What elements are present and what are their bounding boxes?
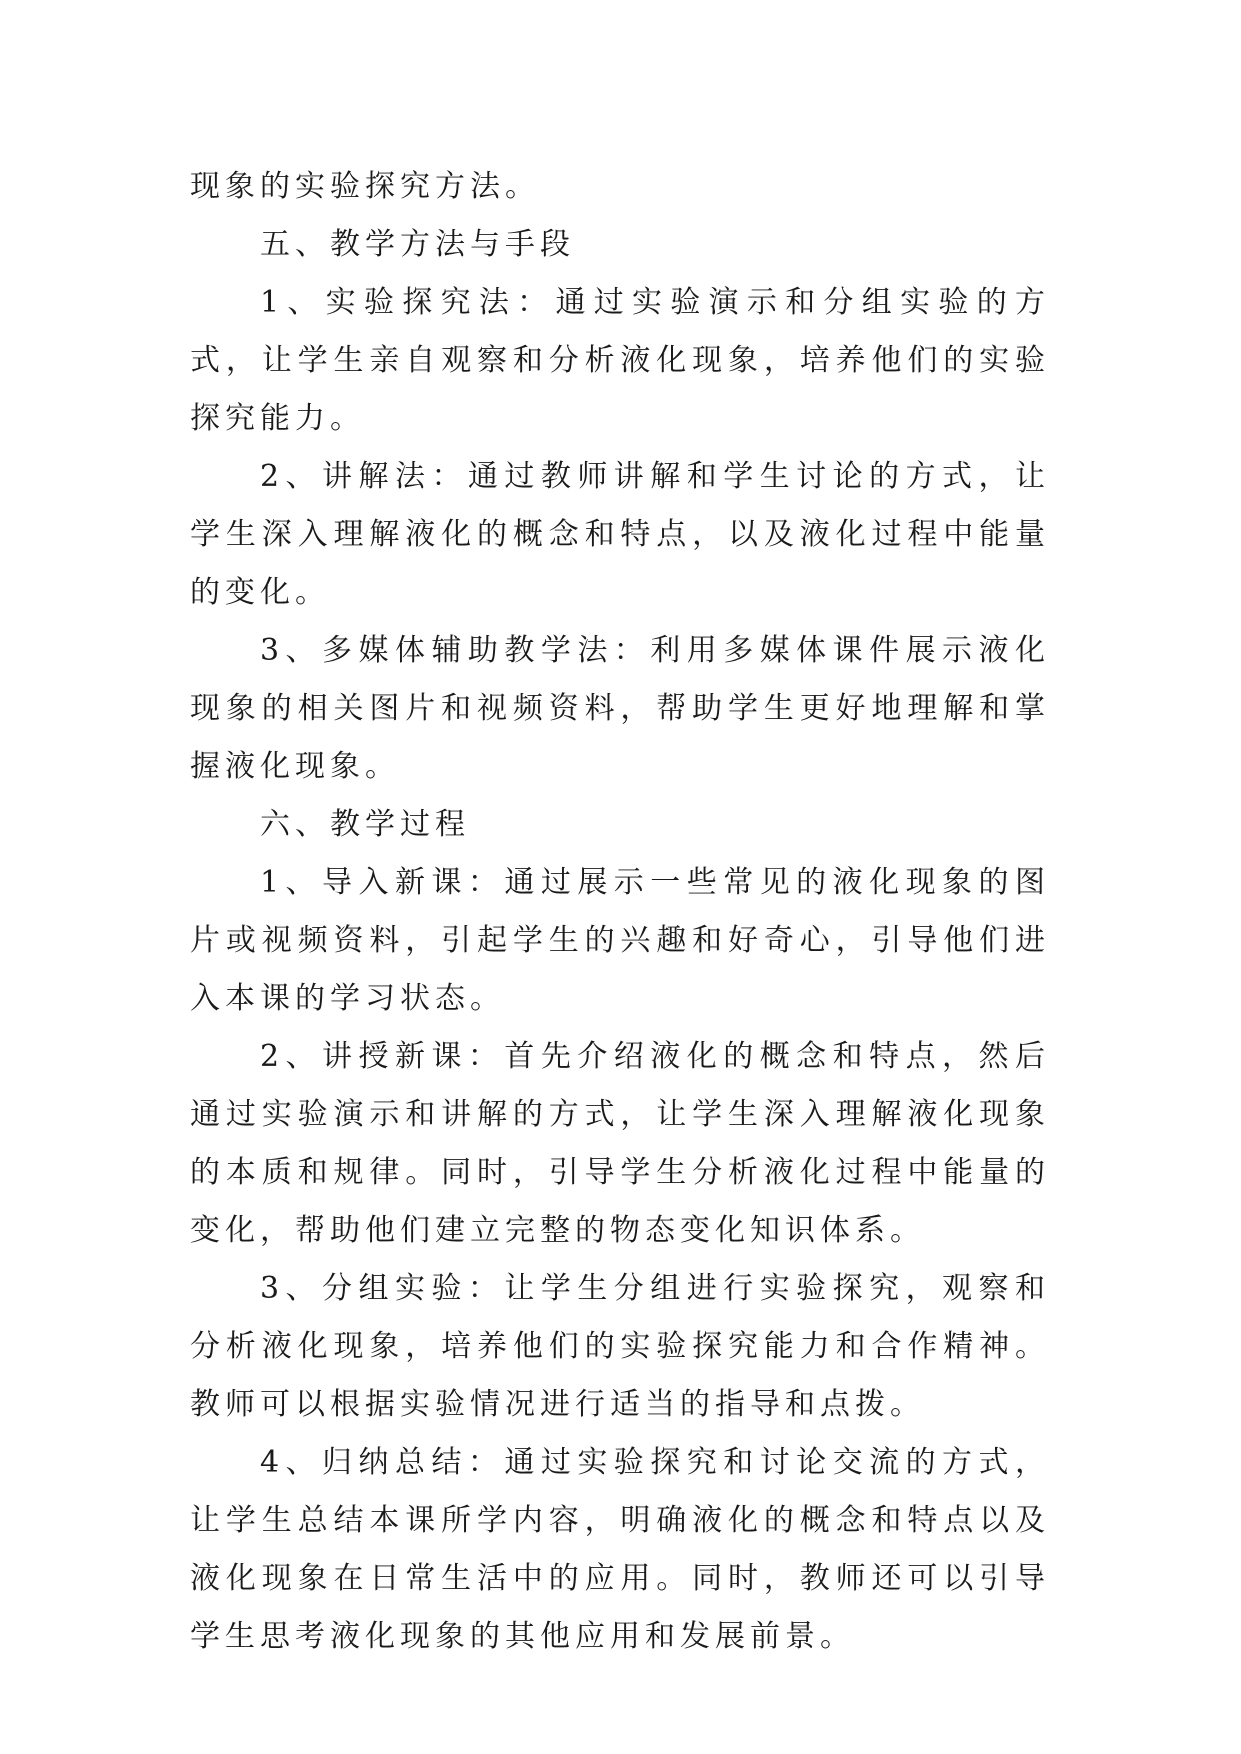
paragraph-process-summary: 4、归纳总结：通过实验探究和讨论交流的方式，让学生总结本课所学内容，明确液化的概念和特点以及液化现象在日常生活中的应用。同时，教师还可以引导学生思考液化现象的其他应用和发展前景。: [190, 1445, 1050, 1654]
paragraph-process-group-experiment: 3、分组实验：让学生分组进行实验探究，观察和分析液化现象，培养他们的实验探究能力和合作精神。教师可以根据实验情况进行适当的指导和点拨。: [190, 1271, 1050, 1422]
paragraph-process-introduction: 1、导入新课：通过展示一些常见的液化现象的图片或视频资料，引起学生的兴趣和好奇心，引导他们进入本课的学习状态。: [190, 865, 1050, 1016]
paragraph-method-experiment: 1、实验探究法：通过实验演示和分组实验的方式，让学生亲自观察和分析液化现象，培养他们的实验探究能力。: [190, 285, 1050, 436]
document-body: [190, 158, 1050, 1666]
paragraph-method-lecture: 2、讲解法：通过教师讲解和学生讨论的方式，让学生深入理解液化的概念和特点，以及液化过程中能量的变化。: [190, 459, 1050, 610]
section-heading-teaching-methods: 五、教学方法与手段: [260, 227, 575, 262]
paragraph-method-multimedia: 3、多媒体辅助教学法：利用多媒体课件展示液化现象的相关图片和视频资料，帮助学生更好地理解和掌握液化现象。: [190, 633, 1050, 784]
section-heading-teaching-process: 六、教学过程: [260, 807, 470, 842]
paragraph-continuation: 现象的实验探究方法。: [190, 169, 540, 204]
paragraph-process-new-lesson: 2、讲授新课：首先介绍液化的概念和特点，然后通过实验演示和讲解的方式，让学生深入理解液化现象的本质和规律。同时，引导学生分析液化过程中能量的变化，帮助他们建立完整的物态变化知识体系。: [190, 1039, 1050, 1248]
